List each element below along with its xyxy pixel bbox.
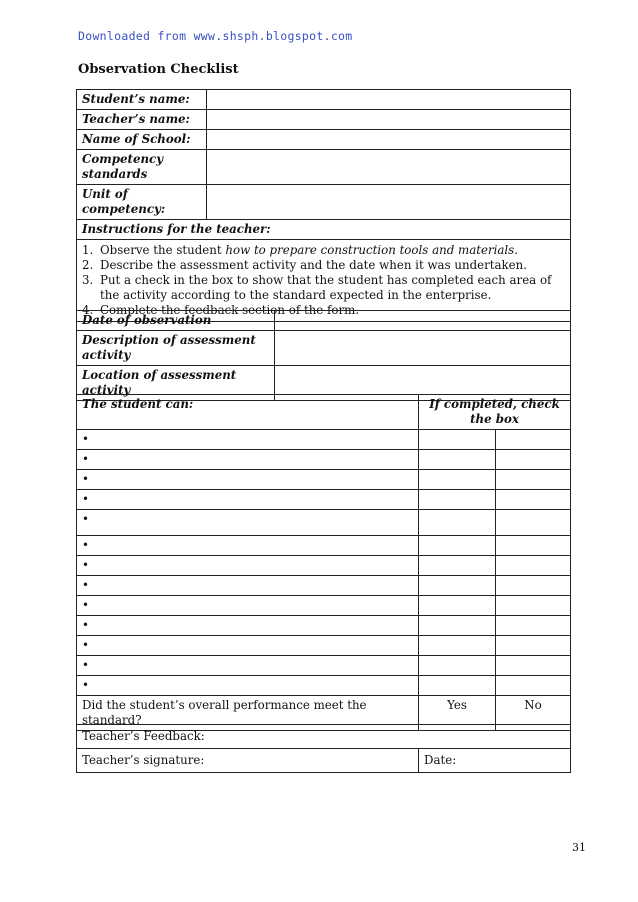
no-checkbox[interactable] — [496, 596, 571, 616]
assessment-location-label: Location of assessment activity — [77, 366, 275, 401]
instruction-item — [82, 243, 565, 258]
student-name-label: Student’s name: — [77, 90, 207, 110]
instruction-number: 2. — [82, 258, 94, 272]
yes-checkbox[interactable] — [419, 596, 496, 616]
student-name-field[interactable] — [207, 90, 571, 110]
instruction-number: 4. — [82, 303, 94, 317]
checklist-bullet: • — [77, 576, 419, 596]
page-title: Observation Checklist — [78, 62, 239, 77]
instruction-emphasis: how to prepare construction tools and materials. — [225, 243, 518, 257]
yes-checkbox[interactable] — [419, 430, 496, 450]
check-box-header: If completed, check the box — [419, 395, 571, 430]
teacher-feedback-label[interactable]: Teacher’s Feedback: — [77, 725, 571, 749]
instruction-number: 1. — [82, 243, 94, 257]
teacher-signature-label[interactable]: Teacher’s signature: — [77, 749, 419, 773]
checklist-row — [77, 470, 571, 490]
no-checkbox[interactable] — [496, 676, 571, 696]
checklist-row — [77, 490, 571, 510]
yes-checkbox[interactable] — [419, 636, 496, 656]
checklist-bullet: • — [77, 536, 419, 556]
no-checkbox[interactable] — [496, 556, 571, 576]
checklist-row — [77, 556, 571, 576]
checklist-header-row — [77, 395, 571, 430]
instruction-item — [82, 273, 565, 303]
unit-of-competency-field[interactable] — [207, 185, 571, 220]
no-checkbox[interactable] — [496, 656, 571, 676]
observation-table — [76, 310, 571, 401]
checklist-row — [77, 596, 571, 616]
yes-checkbox[interactable] — [419, 556, 496, 576]
signature-row — [77, 749, 571, 773]
checklist-row — [77, 450, 571, 470]
checklist-row — [77, 616, 571, 636]
yes-checkbox[interactable] — [419, 510, 496, 536]
checklist-row — [77, 430, 571, 450]
date-of-observation-label: Date of observation — [77, 311, 275, 331]
school-name-field[interactable] — [207, 130, 571, 150]
instruction-text: Put a check in the box to show that the student has completed each area of the activity according to the standard expected in the enterprise. — [100, 273, 552, 302]
competency-standards-field[interactable] — [207, 150, 571, 185]
unit-of-competency-label: Unit of competency: — [77, 185, 207, 220]
instruction-item — [82, 258, 565, 273]
yes-checkbox[interactable] — [419, 450, 496, 470]
checklist-bullet: • — [77, 616, 419, 636]
feedback-row — [77, 725, 571, 749]
no-checkbox[interactable] — [496, 616, 571, 636]
yes-checkbox[interactable] — [419, 676, 496, 696]
no-checkbox[interactable] — [496, 576, 571, 596]
instruction-number: 3. — [82, 273, 94, 287]
date-label[interactable]: Date: — [419, 749, 571, 773]
no-checkbox[interactable] — [496, 450, 571, 470]
student-can-header: The student can: — [77, 395, 419, 430]
no-checkbox[interactable] — [496, 490, 571, 510]
download-source-note: Downloaded from www.shsph.blogspot.com — [78, 29, 353, 43]
checklist-row — [77, 536, 571, 556]
checklist-row — [77, 656, 571, 676]
instruction-text: Describe the assessment activity and the date when it was undertaken. — [100, 258, 527, 272]
checklist-bullet: • — [77, 510, 419, 536]
instructions-list — [82, 243, 565, 318]
checklist-row — [77, 510, 571, 536]
yes-checkbox[interactable] — [419, 576, 496, 596]
instruction-text: Observe the student — [100, 243, 226, 257]
checklist-bullet: • — [77, 450, 419, 470]
date-of-observation-field[interactable] — [275, 311, 571, 331]
teacher-name-label: Teacher’s name: — [77, 110, 207, 130]
checklist-bullet: • — [77, 676, 419, 696]
info-row-school — [77, 130, 571, 150]
checklist-section — [76, 394, 571, 731]
overall-performance-question: Did the student’s overall performance meet the standard? — [77, 696, 419, 731]
feedback-section — [76, 724, 571, 773]
checklist-row — [77, 576, 571, 596]
yes-checkbox[interactable] — [419, 656, 496, 676]
checklist-bullet: • — [77, 556, 419, 576]
observation-section — [76, 310, 571, 401]
no-checkbox[interactable] — [496, 536, 571, 556]
info-section — [76, 89, 571, 322]
no-checkbox[interactable] — [496, 430, 571, 450]
observation-row-date — [77, 311, 571, 331]
checklist-bullet: • — [77, 470, 419, 490]
info-row-student — [77, 90, 571, 110]
yes-checkbox[interactable] — [419, 470, 496, 490]
yes-option[interactable]: Yes — [419, 696, 496, 731]
school-name-label: Name of School: — [77, 130, 207, 150]
no-checkbox[interactable] — [496, 636, 571, 656]
no-option[interactable]: No — [496, 696, 571, 731]
yes-checkbox[interactable] — [419, 490, 496, 510]
assessment-description-field[interactable] — [275, 331, 571, 366]
instructions-heading-row — [77, 220, 571, 240]
checklist-bullet: • — [77, 490, 419, 510]
instructions-heading: Instructions for the teacher: — [77, 220, 571, 240]
no-checkbox[interactable] — [496, 510, 571, 536]
teacher-name-field[interactable] — [207, 110, 571, 130]
feedback-table — [76, 724, 571, 773]
yes-checkbox[interactable] — [419, 616, 496, 636]
checklist-bullet: • — [77, 656, 419, 676]
info-row-competency — [77, 150, 571, 185]
checklist-bullet: • — [77, 636, 419, 656]
checklist-row — [77, 636, 571, 656]
yes-checkbox[interactable] — [419, 536, 496, 556]
no-checkbox[interactable] — [496, 470, 571, 490]
checklist-bullet: • — [77, 430, 419, 450]
info-row-unit — [77, 185, 571, 220]
info-row-teacher — [77, 110, 571, 130]
instruction-text: Complete the feedback section of the form. — [100, 303, 360, 317]
checklist-row — [77, 676, 571, 696]
info-table — [76, 89, 571, 322]
competency-standards-label: Competency standards — [77, 150, 207, 185]
page-number: 31 — [572, 841, 586, 854]
checklist-table — [76, 394, 571, 731]
assessment-description-label: Description of assessment activity — [77, 331, 275, 366]
observation-row-description — [77, 331, 571, 366]
checklist-bullet: • — [77, 596, 419, 616]
